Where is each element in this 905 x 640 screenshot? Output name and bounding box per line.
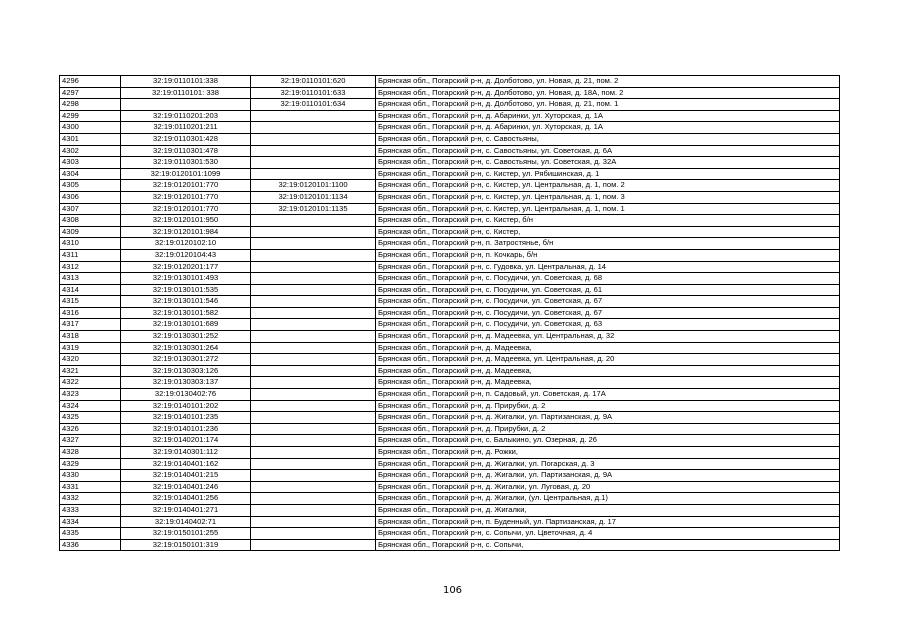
table-row <box>60 296 840 308</box>
cadastral-number-cell: 32:19:0130101:493 <box>121 273 251 285</box>
linked-cadastral-number-cell: 32:19:0120101:1134 <box>251 191 376 203</box>
row-number-cell: 4310 <box>60 238 121 250</box>
linked-cadastral-number-cell <box>251 307 376 319</box>
cadastral-number-cell: 32:19:0120101:770 <box>121 191 251 203</box>
row-number-cell: 4330 <box>60 470 121 482</box>
cadastral-number-cell: 32:19:0120101:770 <box>121 180 251 192</box>
address-cell: Брянская обл., Погарский р-н, с. Кистер, ул. Центральная, д. 1, пом. 1 <box>376 203 840 215</box>
cadastral-number-cell: 32:19:0120101:770 <box>121 203 251 215</box>
linked-cadastral-number-cell <box>251 296 376 308</box>
linked-cadastral-number-cell <box>251 470 376 482</box>
cadastral-number-cell: 32:19:0110101: 338 <box>121 87 251 99</box>
row-number-cell: 4307 <box>60 203 121 215</box>
linked-cadastral-number-cell <box>251 133 376 145</box>
cadastral-number-cell: 32:19:0130101:535 <box>121 284 251 296</box>
linked-cadastral-number-cell <box>251 354 376 366</box>
table-row <box>60 180 840 192</box>
linked-cadastral-number-cell <box>251 249 376 261</box>
cadastral-number-cell: 32:19:0120201:177 <box>121 261 251 273</box>
cadastral-number-cell: 32:19:0120104:43 <box>121 249 251 261</box>
table-row <box>60 273 840 285</box>
row-number-cell: 4296 <box>60 76 121 88</box>
address-cell: Брянская обл., Погарский р-н, с. Посудичи, ул. Советская, д. 67 <box>376 307 840 319</box>
table-row <box>60 528 840 540</box>
table-row <box>60 389 840 401</box>
address-cell: Брянская обл., Погарский р-н, с. Кистер, <box>376 226 840 238</box>
address-cell: Брянская обл., Погарский р-н, п. Кочкарь, б/н <box>376 249 840 261</box>
linked-cadastral-number-cell <box>251 284 376 296</box>
table-row <box>60 400 840 412</box>
cadastral-number-cell: 32:19:0130301:252 <box>121 331 251 343</box>
address-cell: Брянская обл., Погарский р-н, с. Посудичи, ул. Советская, д. 61 <box>376 284 840 296</box>
address-cell: Брянская обл., Погарский р-н, с. Сопычи, ул. Цветочная, д. 4 <box>376 528 840 540</box>
row-number-cell: 4315 <box>60 296 121 308</box>
linked-cadastral-number-cell <box>251 226 376 238</box>
table-row <box>60 110 840 122</box>
address-cell: Брянская обл., Погарский р-н, п. Затростянье, б/н <box>376 238 840 250</box>
cadastral-number-cell: 32:19:0110201:211 <box>121 122 251 134</box>
row-number-cell: 4302 <box>60 145 121 157</box>
linked-cadastral-number-cell <box>251 145 376 157</box>
linked-cadastral-number-cell <box>251 493 376 505</box>
address-cell: Брянская обл., Погарский р-н, д. Прирубки, д. 2 <box>376 423 840 435</box>
cadastral-number-cell: 32:19:0150101:319 <box>121 539 251 551</box>
linked-cadastral-number-cell <box>251 539 376 551</box>
row-number-cell: 4323 <box>60 389 121 401</box>
address-cell: Брянская обл., Погарский р-н, д. Жигалки, <box>376 504 840 516</box>
cadastral-number-cell: 32:19:0140401:215 <box>121 470 251 482</box>
table-row <box>60 539 840 551</box>
table-row <box>60 331 840 343</box>
table-row <box>60 354 840 366</box>
address-cell: Брянская обл., Погарский р-н, д. Мадеевка, <box>376 377 840 389</box>
row-number-cell: 4325 <box>60 412 121 424</box>
table-row <box>60 249 840 261</box>
address-cell: Брянская обл., Погарский р-н, д. Долботово, ул. Новая, д. 18А, пом. 2 <box>376 87 840 99</box>
cadastral-number-cell: 32:19:0150101:255 <box>121 528 251 540</box>
table-row <box>60 168 840 180</box>
cadastral-number-cell: 32:19:0110101:338 <box>121 76 251 88</box>
row-number-cell: 4301 <box>60 133 121 145</box>
linked-cadastral-number-cell <box>251 215 376 227</box>
row-number-cell: 4322 <box>60 377 121 389</box>
linked-cadastral-number-cell: 32:19:0110101:633 <box>251 87 376 99</box>
cadastral-number-cell: 32:19:0110201:203 <box>121 110 251 122</box>
linked-cadastral-number-cell <box>251 504 376 516</box>
row-number-cell: 4320 <box>60 354 121 366</box>
row-number-cell: 4299 <box>60 110 121 122</box>
row-number-cell: 4317 <box>60 319 121 331</box>
linked-cadastral-number-cell <box>251 435 376 447</box>
row-number-cell: 4336 <box>60 539 121 551</box>
table-row <box>60 504 840 516</box>
linked-cadastral-number-cell <box>251 481 376 493</box>
row-number-cell: 4312 <box>60 261 121 273</box>
cadastral-number-cell: 32:19:0120101:1099 <box>121 168 251 180</box>
address-cell: Брянская обл., Погарский р-н, д. Мадеевка, ул. Центральная, д. 32 <box>376 331 840 343</box>
table-row <box>60 377 840 389</box>
table-row <box>60 470 840 482</box>
cadastral-number-cell: 32:19:0130303:126 <box>121 365 251 377</box>
table-row <box>60 284 840 296</box>
row-number-cell: 4334 <box>60 516 121 528</box>
cadastral-number-cell: 32:19:0140101:235 <box>121 412 251 424</box>
linked-cadastral-number-cell <box>251 365 376 377</box>
address-cell: Брянская обл., Погарский р-н, д. Абаринки, ул. Хуторская, д. 1А <box>376 122 840 134</box>
table-row <box>60 435 840 447</box>
linked-cadastral-number-cell <box>251 331 376 343</box>
cadastral-number-cell: 32:19:0130101:582 <box>121 307 251 319</box>
table-body <box>60 76 840 551</box>
cadastral-number-cell: 32:19:0140401:246 <box>121 481 251 493</box>
linked-cadastral-number-cell: 32:19:0120101:1135 <box>251 203 376 215</box>
table-row <box>60 238 840 250</box>
linked-cadastral-number-cell <box>251 238 376 250</box>
address-cell: Брянская обл., Погарский р-н, д. Жигалки, ул. Луговая, д. 20 <box>376 481 840 493</box>
address-cell: Брянская обл., Погарский р-н, д. Мадеевка, <box>376 342 840 354</box>
cadastral-number-cell: 32:19:0130301:264 <box>121 342 251 354</box>
table-row <box>60 458 840 470</box>
address-cell: Брянская обл., Погарский р-н, д. Прирубки, д. 2 <box>376 400 840 412</box>
linked-cadastral-number-cell <box>251 447 376 459</box>
row-number-cell: 4319 <box>60 342 121 354</box>
address-cell: Брянская обл., Погарский р-н, с. Кистер, ул. Центральная, д. 1, пом. 2 <box>376 180 840 192</box>
cadastral-number-cell: 32:19:0110301:530 <box>121 157 251 169</box>
row-number-cell: 4318 <box>60 331 121 343</box>
address-cell: Брянская обл., Погарский р-н, д. Рожки, <box>376 447 840 459</box>
linked-cadastral-number-cell <box>251 389 376 401</box>
table-row <box>60 516 840 528</box>
address-cell: Брянская обл., Погарский р-н, с. Савостьяны, ул. Советская, д. 32А <box>376 157 840 169</box>
cadastral-number-cell: 32:19:0130402:76 <box>121 389 251 401</box>
address-cell: Брянская обл., Погарский р-н, с. Посудичи, ул. Советская, д. 67 <box>376 296 840 308</box>
row-number-cell: 4316 <box>60 307 121 319</box>
cadastral-number-cell: 32:19:0140101:236 <box>121 423 251 435</box>
address-cell: Брянская обл., Погарский р-н, д. Абаринки, ул. Хуторская, д. 1А <box>376 110 840 122</box>
row-number-cell: 4311 <box>60 249 121 261</box>
table-row <box>60 203 840 215</box>
table-row <box>60 423 840 435</box>
table-row <box>60 226 840 238</box>
table-row <box>60 76 840 88</box>
row-number-cell: 4306 <box>60 191 121 203</box>
address-cell: Брянская обл., Погарский р-н, д. Жигалки, ул. Партизанская, д. 9А <box>376 470 840 482</box>
row-number-cell: 4303 <box>60 157 121 169</box>
cadastral-number-cell: 32:19:0120101:950 <box>121 215 251 227</box>
cadastral-number-cell: 32:19:0130301:272 <box>121 354 251 366</box>
row-number-cell: 4300 <box>60 122 121 134</box>
page-number: 106 <box>442 585 463 596</box>
address-cell: Брянская обл., Погарский р-н, с. Посудичи, ул. Советская, д. 63 <box>376 319 840 331</box>
row-number-cell: 4304 <box>60 168 121 180</box>
table-row <box>60 122 840 134</box>
linked-cadastral-number-cell <box>251 261 376 273</box>
linked-cadastral-number-cell: 32:19:0110101:634 <box>251 99 376 111</box>
linked-cadastral-number-cell <box>251 400 376 412</box>
linked-cadastral-number-cell <box>251 528 376 540</box>
address-cell: Брянская обл., Погарский р-н, с. Гудовка, ул. Центральная, д. 14 <box>376 261 840 273</box>
table-row <box>60 342 840 354</box>
cadastral-number-cell: 32:19:0130101:689 <box>121 319 251 331</box>
address-cell: Брянская обл., Погарский р-н, п. Садовый, ул. Советская, д. 17А <box>376 389 840 401</box>
cadastral-number-cell: 32:19:0130101:546 <box>121 296 251 308</box>
cadastral-number-cell: 32:19:0140401:271 <box>121 504 251 516</box>
row-number-cell: 4313 <box>60 273 121 285</box>
row-number-cell: 4309 <box>60 226 121 238</box>
row-number-cell: 4327 <box>60 435 121 447</box>
table-row <box>60 493 840 505</box>
row-number-cell: 4324 <box>60 400 121 412</box>
address-cell: Брянская обл., Погарский р-н, д. Жигалки, ул. Партизанская, д. 9А <box>376 412 840 424</box>
linked-cadastral-number-cell: 32:19:0110101:620 <box>251 76 376 88</box>
linked-cadastral-number-cell <box>251 168 376 180</box>
row-number-cell: 4298 <box>60 99 121 111</box>
linked-cadastral-number-cell <box>251 319 376 331</box>
row-number-cell: 4305 <box>60 180 121 192</box>
row-number-cell: 4297 <box>60 87 121 99</box>
table-row <box>60 191 840 203</box>
row-number-cell: 4321 <box>60 365 121 377</box>
row-number-cell: 4314 <box>60 284 121 296</box>
linked-cadastral-number-cell: 32:19:0120101:1100 <box>251 180 376 192</box>
cadastral-number-cell: 32:19:0140402:71 <box>121 516 251 528</box>
cadastral-number-cell: 32:19:0120102:10 <box>121 238 251 250</box>
linked-cadastral-number-cell <box>251 412 376 424</box>
linked-cadastral-number-cell <box>251 516 376 528</box>
linked-cadastral-number-cell <box>251 122 376 134</box>
table-row <box>60 307 840 319</box>
table-row <box>60 99 840 111</box>
cadastral-number-cell: 32:19:0140201:174 <box>121 435 251 447</box>
cadastral-number-cell: 32:19:0140101:202 <box>121 400 251 412</box>
linked-cadastral-number-cell <box>251 273 376 285</box>
address-cell: Брянская обл., Погарский р-н, с. Кистер, ул. Рябишинская, д. 1 <box>376 168 840 180</box>
table-row <box>60 157 840 169</box>
address-cell: Брянская обл., Погарский р-н, д. Долботово, ул. Новая, д. 21, пом. 2 <box>376 76 840 88</box>
row-number-cell: 4333 <box>60 504 121 516</box>
table-row <box>60 481 840 493</box>
address-cell: Брянская обл., Погарский р-н, д. Жигалки, (ул. Центральная, д.1) <box>376 493 840 505</box>
row-number-cell: 4335 <box>60 528 121 540</box>
table-row <box>60 215 840 227</box>
linked-cadastral-number-cell <box>251 423 376 435</box>
address-cell: Брянская обл., Погарский р-н, п. Буденный, ул. Партизанская, д. 17 <box>376 516 840 528</box>
row-number-cell: 4308 <box>60 215 121 227</box>
table-row <box>60 412 840 424</box>
address-cell: Брянская обл., Погарский р-н, с. Балыкино, ул. Озерная, д. 26 <box>376 435 840 447</box>
address-cell: Брянская обл., Погарский р-н, с. Кистер, б/н <box>376 215 840 227</box>
linked-cadastral-number-cell <box>251 157 376 169</box>
address-cell: Брянская обл., Погарский р-н, с. Посудичи, ул. Советская, д. 68 <box>376 273 840 285</box>
row-number-cell: 4326 <box>60 423 121 435</box>
cadastral-number-cell: 32:19:0110301:428 <box>121 133 251 145</box>
address-cell: Брянская обл., Погарский р-н, д. Долботово, ул. Новая, д. 21, пом. 1 <box>376 99 840 111</box>
table-row <box>60 133 840 145</box>
row-number-cell: 4329 <box>60 458 121 470</box>
address-cell: Брянская обл., Погарский р-н, с. Сопычи, <box>376 539 840 551</box>
address-cell: Брянская обл., Погарский р-н, с. Савостьяны, <box>376 133 840 145</box>
linked-cadastral-number-cell <box>251 342 376 354</box>
table-row <box>60 319 840 331</box>
row-number-cell: 4331 <box>60 481 121 493</box>
address-cell: Брянская обл., Погарский р-н, д. Мадеевка, <box>376 365 840 377</box>
table-row <box>60 145 840 157</box>
row-number-cell: 4332 <box>60 493 121 505</box>
cadastral-number-cell: 32:19:0140301:112 <box>121 447 251 459</box>
cadastral-number-cell: 32:19:0140401:162 <box>121 458 251 470</box>
cadastral-number-cell: 32:19:0130303:137 <box>121 377 251 389</box>
linked-cadastral-number-cell <box>251 458 376 470</box>
linked-cadastral-number-cell <box>251 110 376 122</box>
table-row <box>60 87 840 99</box>
row-number-cell: 4328 <box>60 447 121 459</box>
table-row <box>60 261 840 273</box>
property-registry-table <box>59 75 840 551</box>
cadastral-number-cell <box>121 99 251 111</box>
cadastral-number-cell: 32:19:0110301:478 <box>121 145 251 157</box>
cadastral-number-cell: 32:19:0140401:256 <box>121 493 251 505</box>
cadastral-number-cell: 32:19:0120101:984 <box>121 226 251 238</box>
address-cell: Брянская обл., Погарский р-н, д. Жигалки, ул. Погарская, д. 3 <box>376 458 840 470</box>
table-row <box>60 365 840 377</box>
address-cell: Брянская обл., Погарский р-н, д. Мадеевка, ул. Центральная, д. 20 <box>376 354 840 366</box>
address-cell: Брянская обл., Погарский р-н, с. Савостьяны, ул. Советская, д. 6А <box>376 145 840 157</box>
linked-cadastral-number-cell <box>251 377 376 389</box>
address-cell: Брянская обл., Погарский р-н, с. Кистер, ул. Центральная, д. 1, пом. 3 <box>376 191 840 203</box>
table-row <box>60 447 840 459</box>
